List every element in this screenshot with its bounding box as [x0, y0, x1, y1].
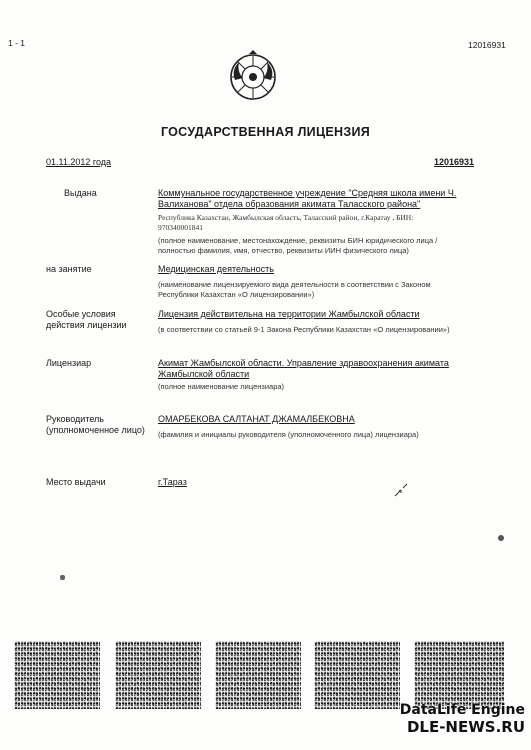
licensor-label: Лицензиар: [46, 358, 92, 368]
issued-name-line2: Валиханова" отдела образования акимата Таласского района": [158, 199, 421, 209]
head-label-line1: Руководитель: [46, 414, 104, 424]
page-ref: 1 - 1: [8, 38, 26, 48]
dot-mark: [60, 575, 65, 580]
security-barcode: [215, 641, 301, 709]
issue-date: 01.11.2012 года: [46, 157, 112, 167]
license-number: 12016931: [434, 157, 475, 167]
place-value: г.Тараз: [158, 477, 187, 487]
dot-mark: [498, 535, 504, 541]
licensor-line2: Жамбылской области: [158, 369, 250, 379]
security-barcode: [115, 641, 201, 709]
activity-note-line1: (наименование лицензируемого вида деятельности в соответствии с Законом: [158, 280, 431, 289]
place-label: Место выдачи: [46, 477, 106, 487]
licensor-note: (полное наименование лицензиара): [158, 382, 285, 391]
head-label-line2: (уполномоченное лицо): [46, 425, 145, 435]
conditions-label-line2: действия лицензии: [46, 320, 127, 330]
pen-mark-icon: [393, 482, 413, 498]
issued-name-line1: Коммунальное государственное учреждение "Средняя школа имени Ч.: [158, 188, 457, 198]
watermark-line2: DLE-NEWS.RU: [406, 718, 525, 736]
doc-number-top: 12016931: [468, 40, 506, 50]
activity-label: на занятие: [46, 264, 92, 274]
head-note: (фамилия и инициалы руководителя (уполномоченного лица) лицензиара): [158, 430, 419, 439]
conditions-label-line1: Особые условия: [46, 309, 116, 319]
issued-label: Выдана: [64, 188, 97, 198]
issued-note-line1: (полное наименование, местонахождение, реквизиты БИН юридического лица /: [158, 236, 438, 245]
security-barcode: [314, 641, 400, 709]
conditions-value: Лицензия действительна на территории Жамбылской области: [158, 309, 420, 319]
watermark-line1: DataLife Engine: [399, 702, 525, 718]
page-title: ГОСУДАРСТВЕННАЯ ЛИЦЕНЗИЯ: [160, 125, 371, 139]
security-barcode: [14, 641, 100, 709]
activity-note-line2: Республики Казахстан «О лицензировании»): [158, 290, 315, 299]
issued-address-line2: 970340001841: [158, 223, 203, 232]
licensor-line1: Акимат Жамбылской области. Управление здравоохранения акимата: [158, 358, 449, 368]
state-emblem-icon: [227, 50, 279, 102]
conditions-note: (в соответствии со статьей 9-1 Закона Республики Казахстан «О лицензировании»): [158, 325, 450, 334]
activity-value: Медицинская деятельность: [158, 264, 274, 274]
issued-address-line1: Республика Казахстан, Жамбылская область, Таласский район, г.Каратау , БИН:: [158, 213, 414, 222]
site-watermark: [400, 702, 525, 736]
security-barcode: [414, 641, 504, 709]
head-name: ОМАРБЕКОВА САЛТАНАТ ДЖАМАЛБЕКОВНА: [158, 414, 355, 424]
issued-note-line2: полностью фамилия, имя, отчество, реквизиты ИИН физического лица): [158, 246, 409, 255]
